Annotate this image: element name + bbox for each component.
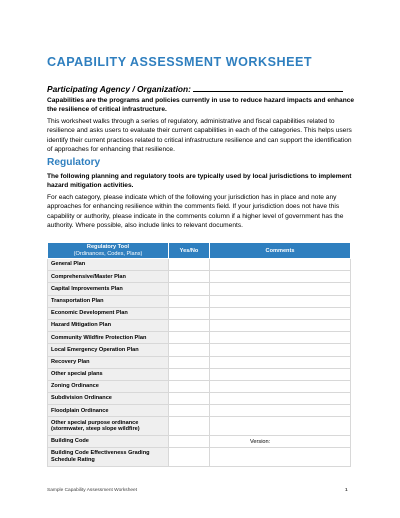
table-row: [48, 259, 351, 271]
yesno-cell[interactable]: [169, 259, 210, 271]
yesno-cell[interactable]: [169, 405, 210, 417]
table-row: [48, 295, 351, 307]
table-row: [48, 271, 351, 283]
table-row: [48, 356, 351, 368]
table-row: [48, 380, 351, 392]
agency-label: Participating Agency / Organization:: [47, 84, 191, 94]
yesno-cell[interactable]: [169, 332, 210, 344]
table-row: [48, 319, 351, 331]
yesno-cell[interactable]: [169, 368, 210, 380]
header-yesno: Yes/No: [169, 243, 210, 259]
header-tool-label: Regulatory Tool: [86, 244, 130, 250]
row-label: Community Wildfire Protection Plan: [48, 332, 169, 344]
table-row: [48, 417, 351, 436]
row-label: Transportation Plan: [48, 295, 169, 307]
comments-cell[interactable]: [210, 295, 351, 307]
section-title: Regulatory: [47, 157, 101, 168]
footer-title: Sample Capability Assessment Worksheet: [47, 488, 138, 493]
table-header-row: [48, 243, 351, 259]
row-label: General Plan: [48, 259, 169, 271]
yesno-cell[interactable]: [169, 448, 210, 467]
yesno-cell[interactable]: [169, 283, 210, 295]
row-label: Comprehensive/Master Plan: [48, 271, 169, 283]
comments-cell[interactable]: [210, 283, 351, 295]
comments-cell[interactable]: [210, 417, 351, 436]
row-label: Building Code: [48, 435, 169, 447]
agency-input-line[interactable]: [193, 83, 343, 92]
table-row: [48, 283, 351, 295]
comments-cell[interactable]: Version:: [210, 435, 351, 447]
table-row: [48, 332, 351, 344]
comments-cell[interactable]: [210, 380, 351, 392]
comments-cell[interactable]: [210, 307, 351, 319]
table-row: [48, 307, 351, 319]
table-row: [48, 393, 351, 405]
yesno-cell[interactable]: [169, 380, 210, 392]
comments-cell[interactable]: [210, 344, 351, 356]
table-row: [48, 368, 351, 380]
row-label: Zoning Ordinance: [48, 380, 169, 392]
comments-cell[interactable]: [210, 405, 351, 417]
intro-bold: Capabilities are the programs and policies currently in use to reduce hazard impacts and enhance the resilience of critical infrastructure.: [47, 97, 355, 114]
section-text: For each category, please indicate which of the following your jurisdiction has in place and note any approaches for enhancing resilience within the comments field. If your jurisdiction does not have this capability or authority, please indicate in the comments column if a higher level of government has the authority. Where possible, also include links to relevant documents.: [47, 194, 344, 229]
comments-cell[interactable]: [210, 356, 351, 368]
comments-cell[interactable]: [210, 368, 351, 380]
yesno-cell[interactable]: [169, 295, 210, 307]
yesno-cell[interactable]: [169, 271, 210, 283]
yesno-cell[interactable]: [169, 307, 210, 319]
yesno-cell[interactable]: [169, 356, 210, 368]
header-tool: [48, 243, 169, 259]
row-label: Hazard Mitigation Plan: [48, 319, 169, 331]
intro-text: This worksheet walks through a series of regulatory, administrative and fiscal capabilities related to resilience and asks users to evaluate their current capabilities in each of the categories. This helps users identify their current practices related to critical infrastructure resilience and can support the identification of approaches for enhancing that resilience.: [47, 118, 352, 153]
section-bold: The following planning and regulatory tools are typically used by local jurisdictions to implement hazard mitigation activities.: [47, 173, 352, 190]
header-comments: Comments: [210, 243, 351, 259]
yesno-cell[interactable]: [169, 435, 210, 447]
yesno-cell[interactable]: [169, 393, 210, 405]
yesno-cell[interactable]: [169, 344, 210, 356]
comments-cell[interactable]: [210, 393, 351, 405]
row-label: Floodplain Ordinance: [48, 405, 169, 417]
table-row: [48, 405, 351, 417]
comments-cell[interactable]: [210, 319, 351, 331]
row-label: Other special purpose ordinance (stormwater, steep slope wildfire): [48, 417, 169, 436]
page-title: CAPABILITY ASSESSMENT WORKSHEET: [47, 55, 313, 69]
comments-cell[interactable]: [210, 448, 351, 467]
row-label: Economic Development Plan: [48, 307, 169, 319]
regulatory-table: [47, 242, 351, 467]
row-label: Subdivision Ordinance: [48, 393, 169, 405]
comments-cell[interactable]: [210, 271, 351, 283]
table-row: [48, 344, 351, 356]
yesno-cell[interactable]: [169, 319, 210, 331]
yesno-cell[interactable]: [169, 417, 210, 436]
row-label: Other special plans: [48, 368, 169, 380]
row-label: Building Code Effectiveness Grading Schedule Rating: [48, 448, 169, 467]
table-row: [48, 435, 351, 447]
row-label: Capital Improvements Plan: [48, 283, 169, 295]
row-label: Local Emergency Operation Plan: [48, 344, 169, 356]
agency-field: [47, 83, 343, 94]
row-label: Recovery Plan: [48, 356, 169, 368]
table-row: [48, 448, 351, 467]
header-tool-sub: (Ordinances, Codes, Plans): [73, 250, 143, 257]
page-number: 1: [345, 488, 348, 493]
comments-cell[interactable]: [210, 332, 351, 344]
comments-cell[interactable]: [210, 259, 351, 271]
